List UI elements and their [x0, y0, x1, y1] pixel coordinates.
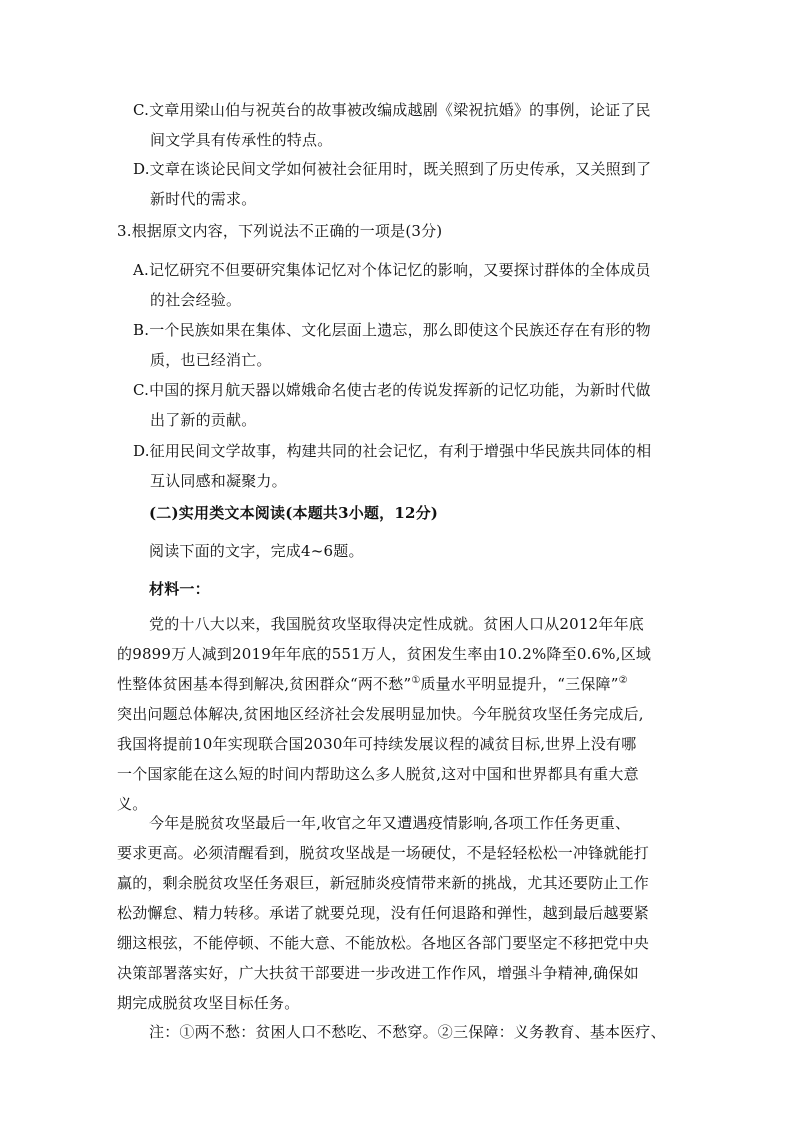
paragraph-1-line3-part2: 质量水平明显提升，“三保障” [420, 675, 619, 693]
footnote-text: 注：①两不愁：贫困人口不愁吃、不愁穿。②三保障：义务教育、基本医疗、 [149, 1023, 666, 1041]
q3-option-c [133, 375, 651, 435]
paragraph-2-line4: 松劲懈怠、精力转移。承诺了就要兑现，没有任何退路和弹性，越到最后越要紧 [117, 904, 650, 922]
q3-option-a-line1: A.记忆研究不但要研究集体记忆对个体记忆的影响，又要探讨群体的全体成员 [133, 261, 651, 279]
q3-option-b [133, 315, 651, 375]
paragraph-1-line7: 义。 [117, 795, 148, 813]
paragraph-1-line6: 一个国家能在这么短的时间内帮助这么多人脱贫,这对中国和世界都具有重大意 [117, 765, 639, 783]
q3-option-a-line2: 的社会经验。 [150, 291, 242, 309]
paragraph-1-line1: 党的十八大以来，我国脱贫攻坚取得决定性成就。贫困人口从2012年年底 [149, 615, 644, 633]
paragraph-1-line3-part1: 性整体贫困基本得到解决,贫困群众“两不愁” [117, 675, 412, 693]
material-title-text: 材料一： [149, 580, 210, 598]
paragraph-2-line6: 决策部署落实好，广大扶贫干部要进一步改进工作作风，增强斗争精神,确保如 [117, 964, 639, 982]
q3-option-c-line2: 出了新的贡献。 [150, 411, 257, 429]
paragraph-2-line2: 要求更高。必须清醒看到，脱贫攻坚战是一场硬仗，不是轻轻松松一冲锋就能打 [117, 844, 650, 862]
q2-option-d-line2: 新时代的需求。 [150, 190, 257, 208]
paragraph-1-line3 [117, 669, 651, 699]
paragraph-2-line7: 期完成脱贫攻坚目标任务。 [117, 994, 300, 1012]
q2-option-c-line2: 间文学具有传承性的特点。 [150, 131, 333, 149]
paragraph-1-line2: 的9899万人减到2019年年底的551万人，贫困发生率由10.2%降至0.6%,区域 [117, 645, 652, 663]
paragraph-2-line1: 今年是脱贫攻坚最后一年,收官之年又遭遇疫情影响,各项工作任务更重、 [149, 814, 631, 832]
q3-option-a [133, 255, 651, 315]
paragraph-2 [117, 808, 649, 1018]
q3-stem-text: 3.根据原文内容，下列说法不正确的一项是(3分) [117, 222, 443, 240]
q3-option-b-line2: 质，也已经消亡。 [150, 351, 272, 369]
q3-option-d-line2: 互认同感和凝聚力。 [150, 472, 287, 490]
footnote [149, 1017, 666, 1047]
q3-option-d-line1: D.征用民间文学故事，构建共同的社会记忆，有利于增强中华民族共同体的相 [133, 442, 652, 460]
section-heading [149, 498, 438, 528]
paragraph-1-line5: 我国将提前10年实现联合国2030年可持续发展议程的减贫目标,世界上没有哪 [117, 735, 637, 753]
q2-option-d [133, 154, 651, 214]
q2-option-c [133, 95, 651, 155]
section-instruction [149, 536, 364, 566]
paragraph-2-line3: 赢的，剩余脱贫攻坚任务艰巨，新冠肺炎疫情带来新的挑战，尤其还要防止工作 [117, 874, 650, 892]
paragraph-1-line4: 突出问题总体解决,贫困地区经济社会发展明显加快。今年脱贫攻坚任务完成后, [117, 705, 644, 723]
paragraph-2-line5: 绷这根弦，不能停顿、不能大意、不能放松。各地区各部门要坚定不移把党中央 [117, 934, 650, 952]
q3-option-c-line1: C.中国的探月航天器以嫦娥命名使古老的传说发挥新的记忆功能，为新时代做 [133, 381, 651, 399]
q3-stem [117, 216, 442, 246]
q2-option-c-line1: C.文章用梁山伯与祝英台的故事被改编成越剧《梁祝抗婚》的事例，论证了民 [133, 101, 651, 119]
paragraph-1 [117, 609, 651, 819]
footnote-marker-2: ② [618, 675, 628, 686]
footnote-marker-1: ① [411, 675, 421, 686]
q2-option-d-line1: D.文章在谈论民间文学如何被社会征用时，既关照到了历史传承，又关照到了 [133, 160, 652, 178]
q3-option-b-line1: B.一个民族如果在集体、文化层面上遗忘，那么即使这个民族还存在有形的物 [133, 321, 651, 339]
material-title [149, 574, 210, 604]
section-instruction-text: 阅读下面的文字，完成4~6题。 [149, 542, 364, 560]
section-heading-text: (二)实用类文本阅读(本题共3小题，12分) [149, 504, 439, 522]
q3-option-d [133, 436, 651, 496]
